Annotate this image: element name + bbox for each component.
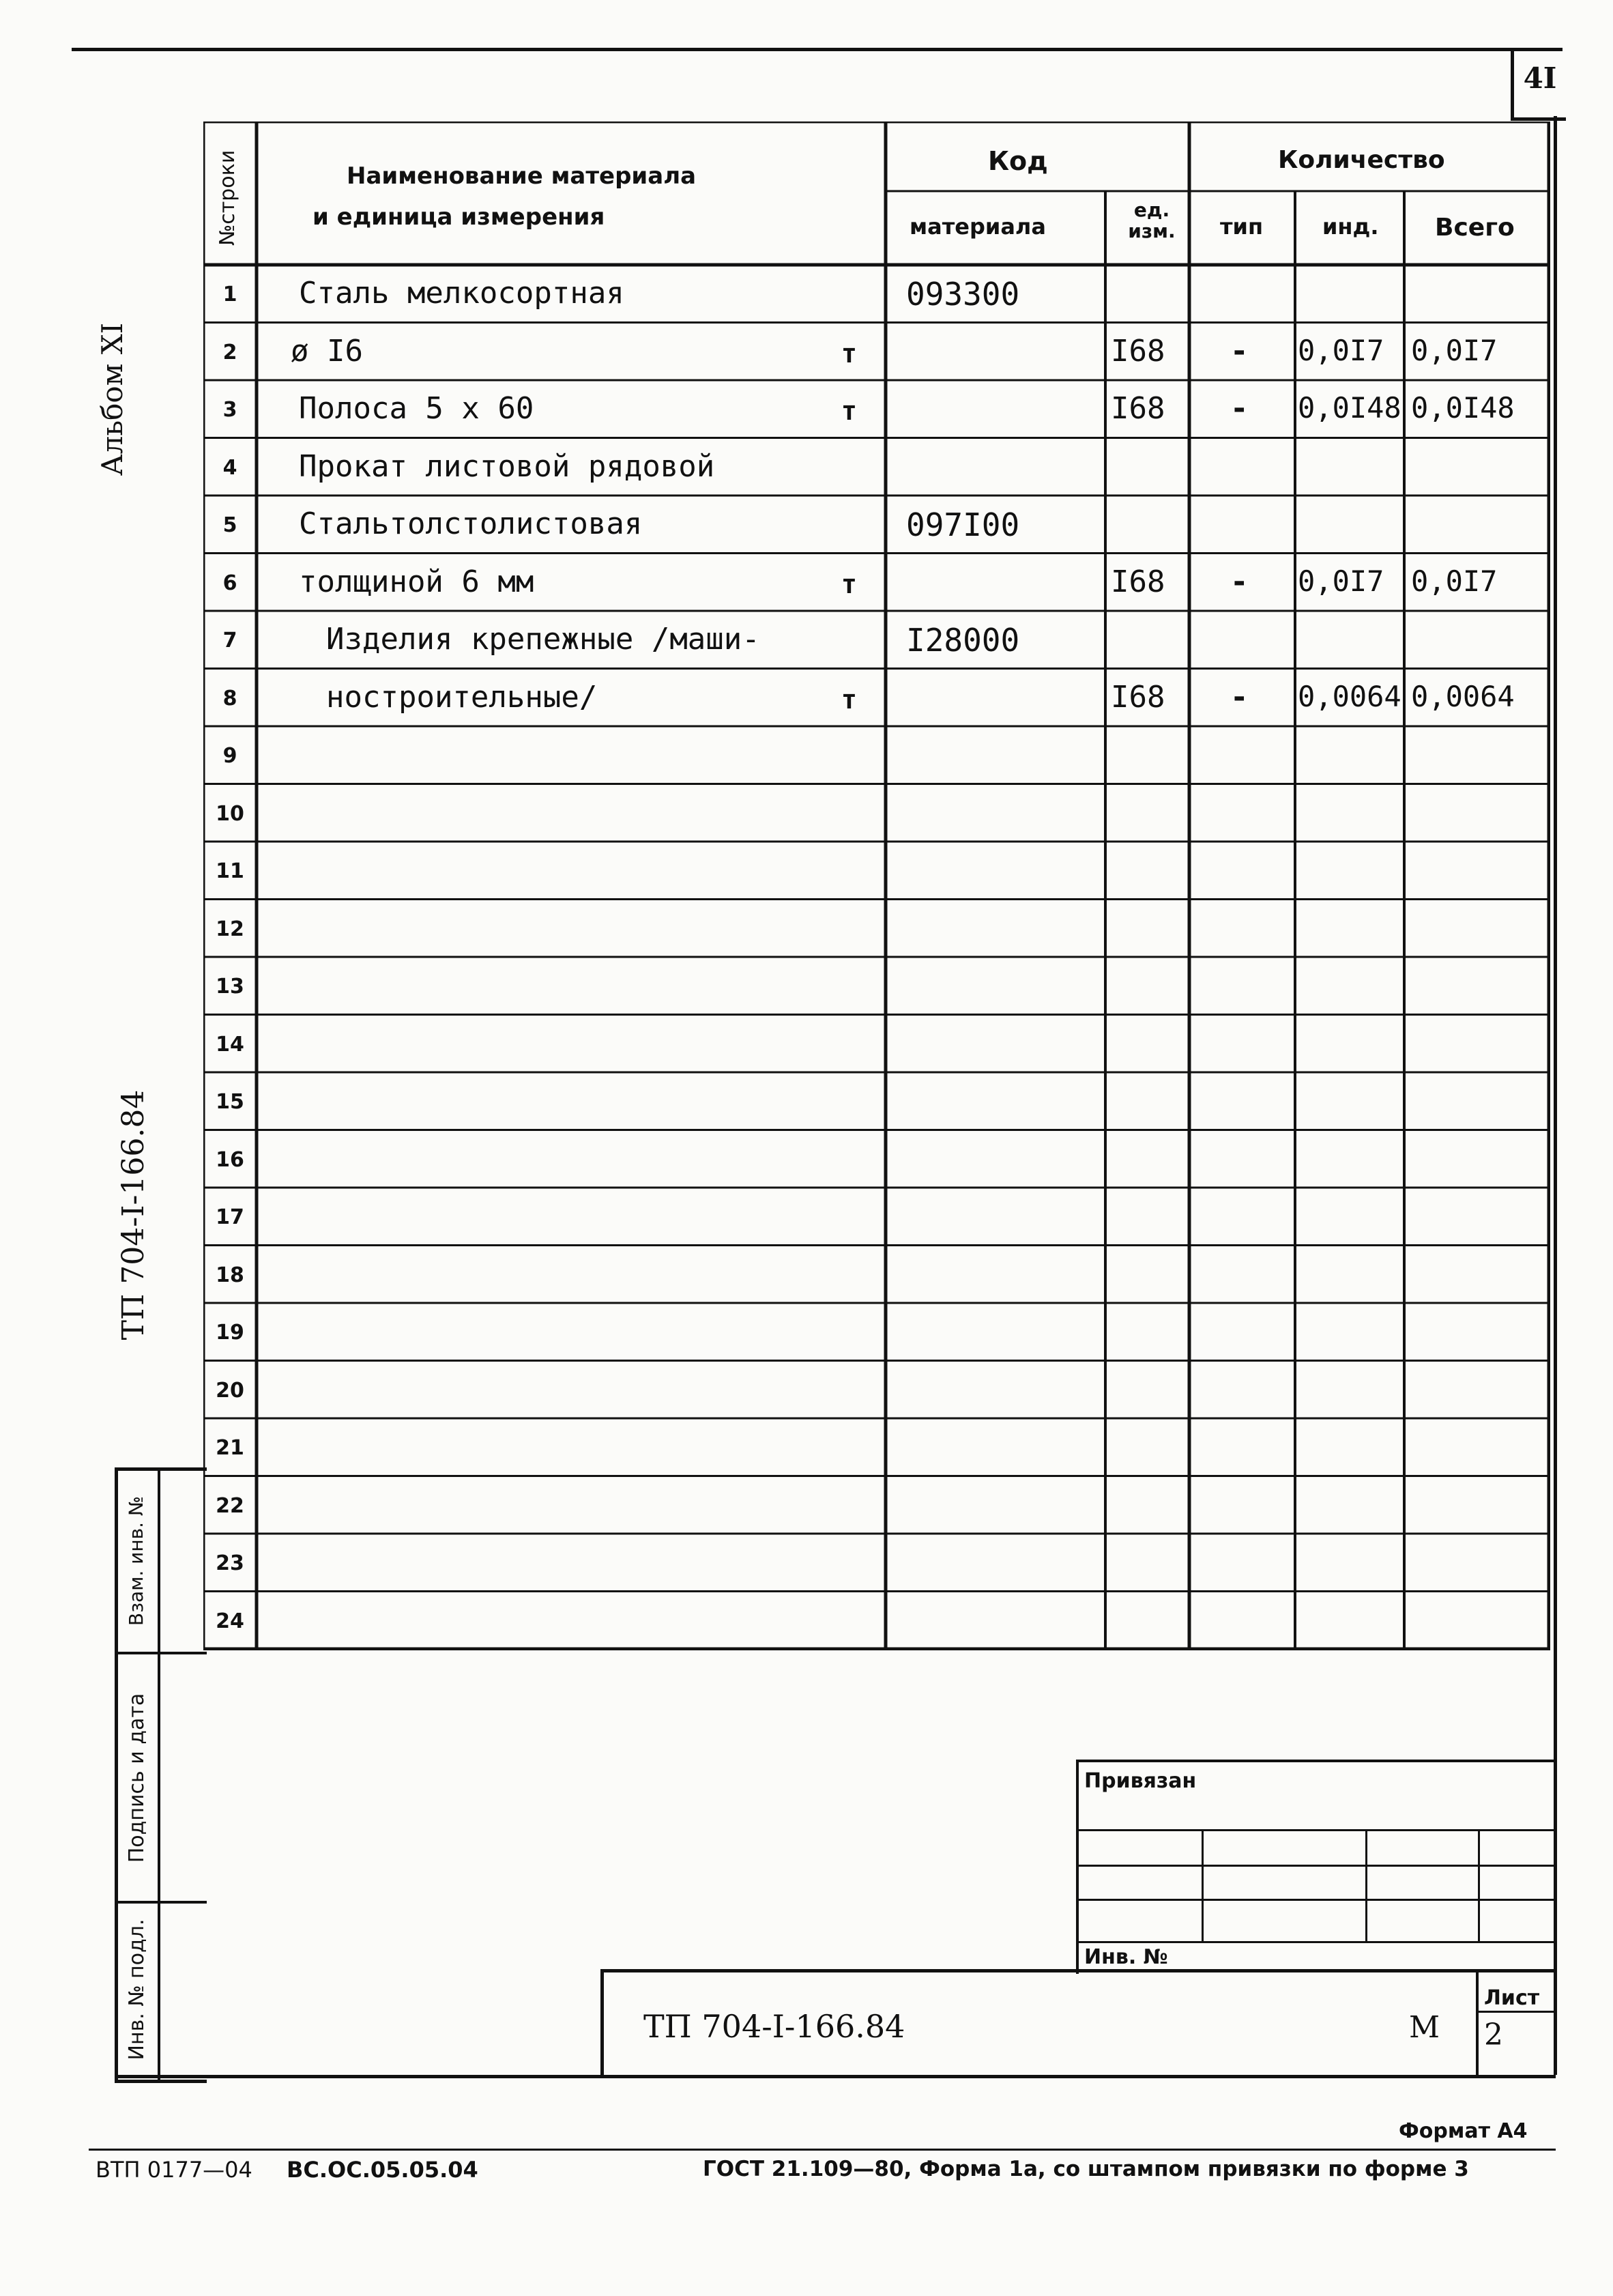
left-stamp (115, 1467, 207, 2083)
row-number: 5 (222, 513, 237, 537)
table-row (203, 1592, 1550, 1650)
sign-date-label: Подпись и дата (125, 1693, 149, 1863)
left-stamp-hline (118, 1652, 207, 1654)
row-number: 4 (222, 455, 237, 480)
row-number: 9 (222, 744, 237, 768)
footer-line (89, 2149, 1556, 2151)
qty-type: - (1230, 333, 1249, 369)
qty-ind: 0,0I48 (1298, 391, 1401, 425)
row-number: 2 (222, 340, 237, 364)
header-name-line2: и единица измерения (313, 203, 605, 231)
header-qty-total: Всего (1435, 214, 1515, 242)
qty-total: 0,0I7 (1411, 564, 1498, 598)
footer-gost: ГОСТ 21.109—80, Форма 1а, со штампом привязки по форме 3 (703, 2157, 1469, 2181)
table-row (203, 784, 1550, 842)
qty-total: 0,0I7 (1411, 333, 1498, 367)
row-number: 17 (216, 1205, 244, 1229)
unit-t: т (841, 338, 857, 369)
privyazan-label: Привязан (1084, 1769, 1197, 1793)
footer-left-code: ВТП 0177—04 (96, 2157, 252, 2183)
page-number: 4I (1523, 61, 1557, 95)
inv-podl-label: Инв. № подл. (125, 1919, 149, 2061)
table-row (203, 669, 1550, 727)
stamp-hline (1079, 1899, 1556, 1901)
unit-code: I68 (1111, 333, 1165, 369)
material-name: толщиной 6 мм (299, 564, 534, 599)
row-number: 16 (216, 1147, 244, 1172)
stamp-vline (1202, 1829, 1204, 1941)
header-qty-type: тип (1220, 214, 1264, 240)
material-name: Прокат листовой рядовой (299, 448, 715, 484)
row-number: 7 (222, 629, 237, 652)
table-row (203, 1130, 1550, 1188)
title-block (600, 1969, 1557, 2078)
sheet-vline (1476, 1972, 1479, 2075)
binding-stamp (1076, 1760, 1556, 1974)
table-row (203, 554, 1550, 612)
material-code: 093300 (906, 276, 1020, 313)
row-number: 14 (216, 1032, 244, 1057)
qty-total: 0,0064 (1411, 679, 1515, 713)
sheet-hline (1476, 2011, 1557, 2013)
table-row (203, 438, 1550, 496)
header-name-line1: Наименование материала (347, 162, 697, 190)
stamp-vline (1478, 1829, 1480, 1941)
material-name: Сталь мелкосортная (299, 276, 624, 311)
material-name: Стальтолстолистовая (299, 506, 643, 541)
row-number: 12 (216, 917, 244, 941)
header-code: Код (988, 146, 1048, 176)
unit-code: I68 (1111, 679, 1165, 715)
header-quantity: Количество (1278, 146, 1445, 174)
table-row (203, 1303, 1550, 1361)
material-name: ностроительные/ (326, 679, 598, 715)
row-number: 22 (216, 1493, 244, 1518)
table-row (203, 611, 1550, 669)
row-number: 13 (216, 975, 244, 999)
table-row (203, 1361, 1550, 1419)
row-number: 15 (216, 1090, 244, 1114)
stamp-hline (1079, 1829, 1556, 1831)
table-row (203, 1072, 1550, 1130)
qty-total: 0,0I48 (1411, 391, 1515, 425)
material-name: Полоса 5 x 60 (299, 391, 534, 426)
table-row (203, 1188, 1550, 1246)
row-number: 3 (222, 398, 237, 422)
unit-t: т (841, 569, 857, 599)
table-row (203, 842, 1550, 900)
footer-format: Формат А4 (1399, 2119, 1528, 2143)
sheet-label: Лист (1484, 1986, 1540, 2010)
material-name: ø I6 (291, 333, 363, 369)
table-row (203, 1534, 1550, 1592)
row-number: 20 (216, 1378, 244, 1403)
materials-table (203, 121, 1550, 1650)
header-code-unit: ед. изм. (1128, 199, 1176, 242)
row-number: 1 (222, 283, 237, 306)
inv-vzam-label: Взам. инв. № (125, 1495, 147, 1626)
left-stamp-divider (158, 1471, 160, 2080)
inv-no-label: Инв. № (1084, 1945, 1168, 1969)
row-number: 8 (222, 686, 237, 711)
table-row (203, 900, 1550, 958)
unit-code: I68 (1111, 391, 1165, 426)
unit-t: т (841, 396, 857, 426)
stamp-vline (1365, 1829, 1367, 1941)
row-number: 10 (216, 801, 244, 826)
designation: ТП 704-I-166.84 (643, 2008, 905, 2045)
table-row (203, 1476, 1550, 1534)
table-row (203, 380, 1550, 438)
table-row (203, 726, 1550, 784)
qty-ind: 0,0I7 (1298, 333, 1384, 367)
stamp-hline (1079, 1865, 1556, 1867)
qty-ind: 0,0064 (1298, 679, 1401, 713)
qty-type: - (1230, 679, 1249, 715)
header-row-no: №строки (216, 149, 239, 246)
qty-type: - (1230, 564, 1249, 599)
material-code: I28000 (906, 622, 1020, 659)
row-number: 23 (216, 1551, 244, 1575)
table-row (203, 323, 1550, 381)
row-number: 18 (216, 1263, 244, 1287)
row-number: 24 (216, 1609, 244, 1633)
qty-ind: 0,0I7 (1298, 564, 1384, 598)
table-row (203, 957, 1550, 1015)
album-label: Альбом XI (96, 322, 129, 476)
material-name: Изделия крепежные /маши- (326, 622, 760, 657)
table-row (203, 1015, 1550, 1073)
table-row (203, 1246, 1550, 1304)
qty-type: - (1230, 391, 1249, 426)
table-row (203, 1418, 1550, 1476)
project-side-label: ТП 704-I-166.84 (116, 1089, 151, 1340)
row-number: 11 (216, 859, 244, 883)
stamp-m: М (1409, 2010, 1440, 2045)
material-code: 097I00 (906, 506, 1020, 543)
header-qty-ind: инд. (1322, 214, 1379, 240)
footer-mid-code: ВС.ОС.05.05.04 (287, 2157, 478, 2183)
header-code-material: материала (910, 214, 1046, 240)
row-number: 19 (216, 1321, 244, 1345)
table-row (203, 265, 1550, 323)
row-number: 21 (216, 1436, 244, 1460)
unit-t: т (841, 684, 857, 715)
page-number-box (1511, 48, 1566, 121)
row-number: 6 (222, 571, 237, 595)
stamp-hline (1079, 1941, 1556, 1943)
top-frame-line (72, 48, 1563, 51)
sheet-number: 2 (1484, 2018, 1503, 2052)
unit-code: I68 (1111, 564, 1165, 599)
table-row (203, 496, 1550, 554)
